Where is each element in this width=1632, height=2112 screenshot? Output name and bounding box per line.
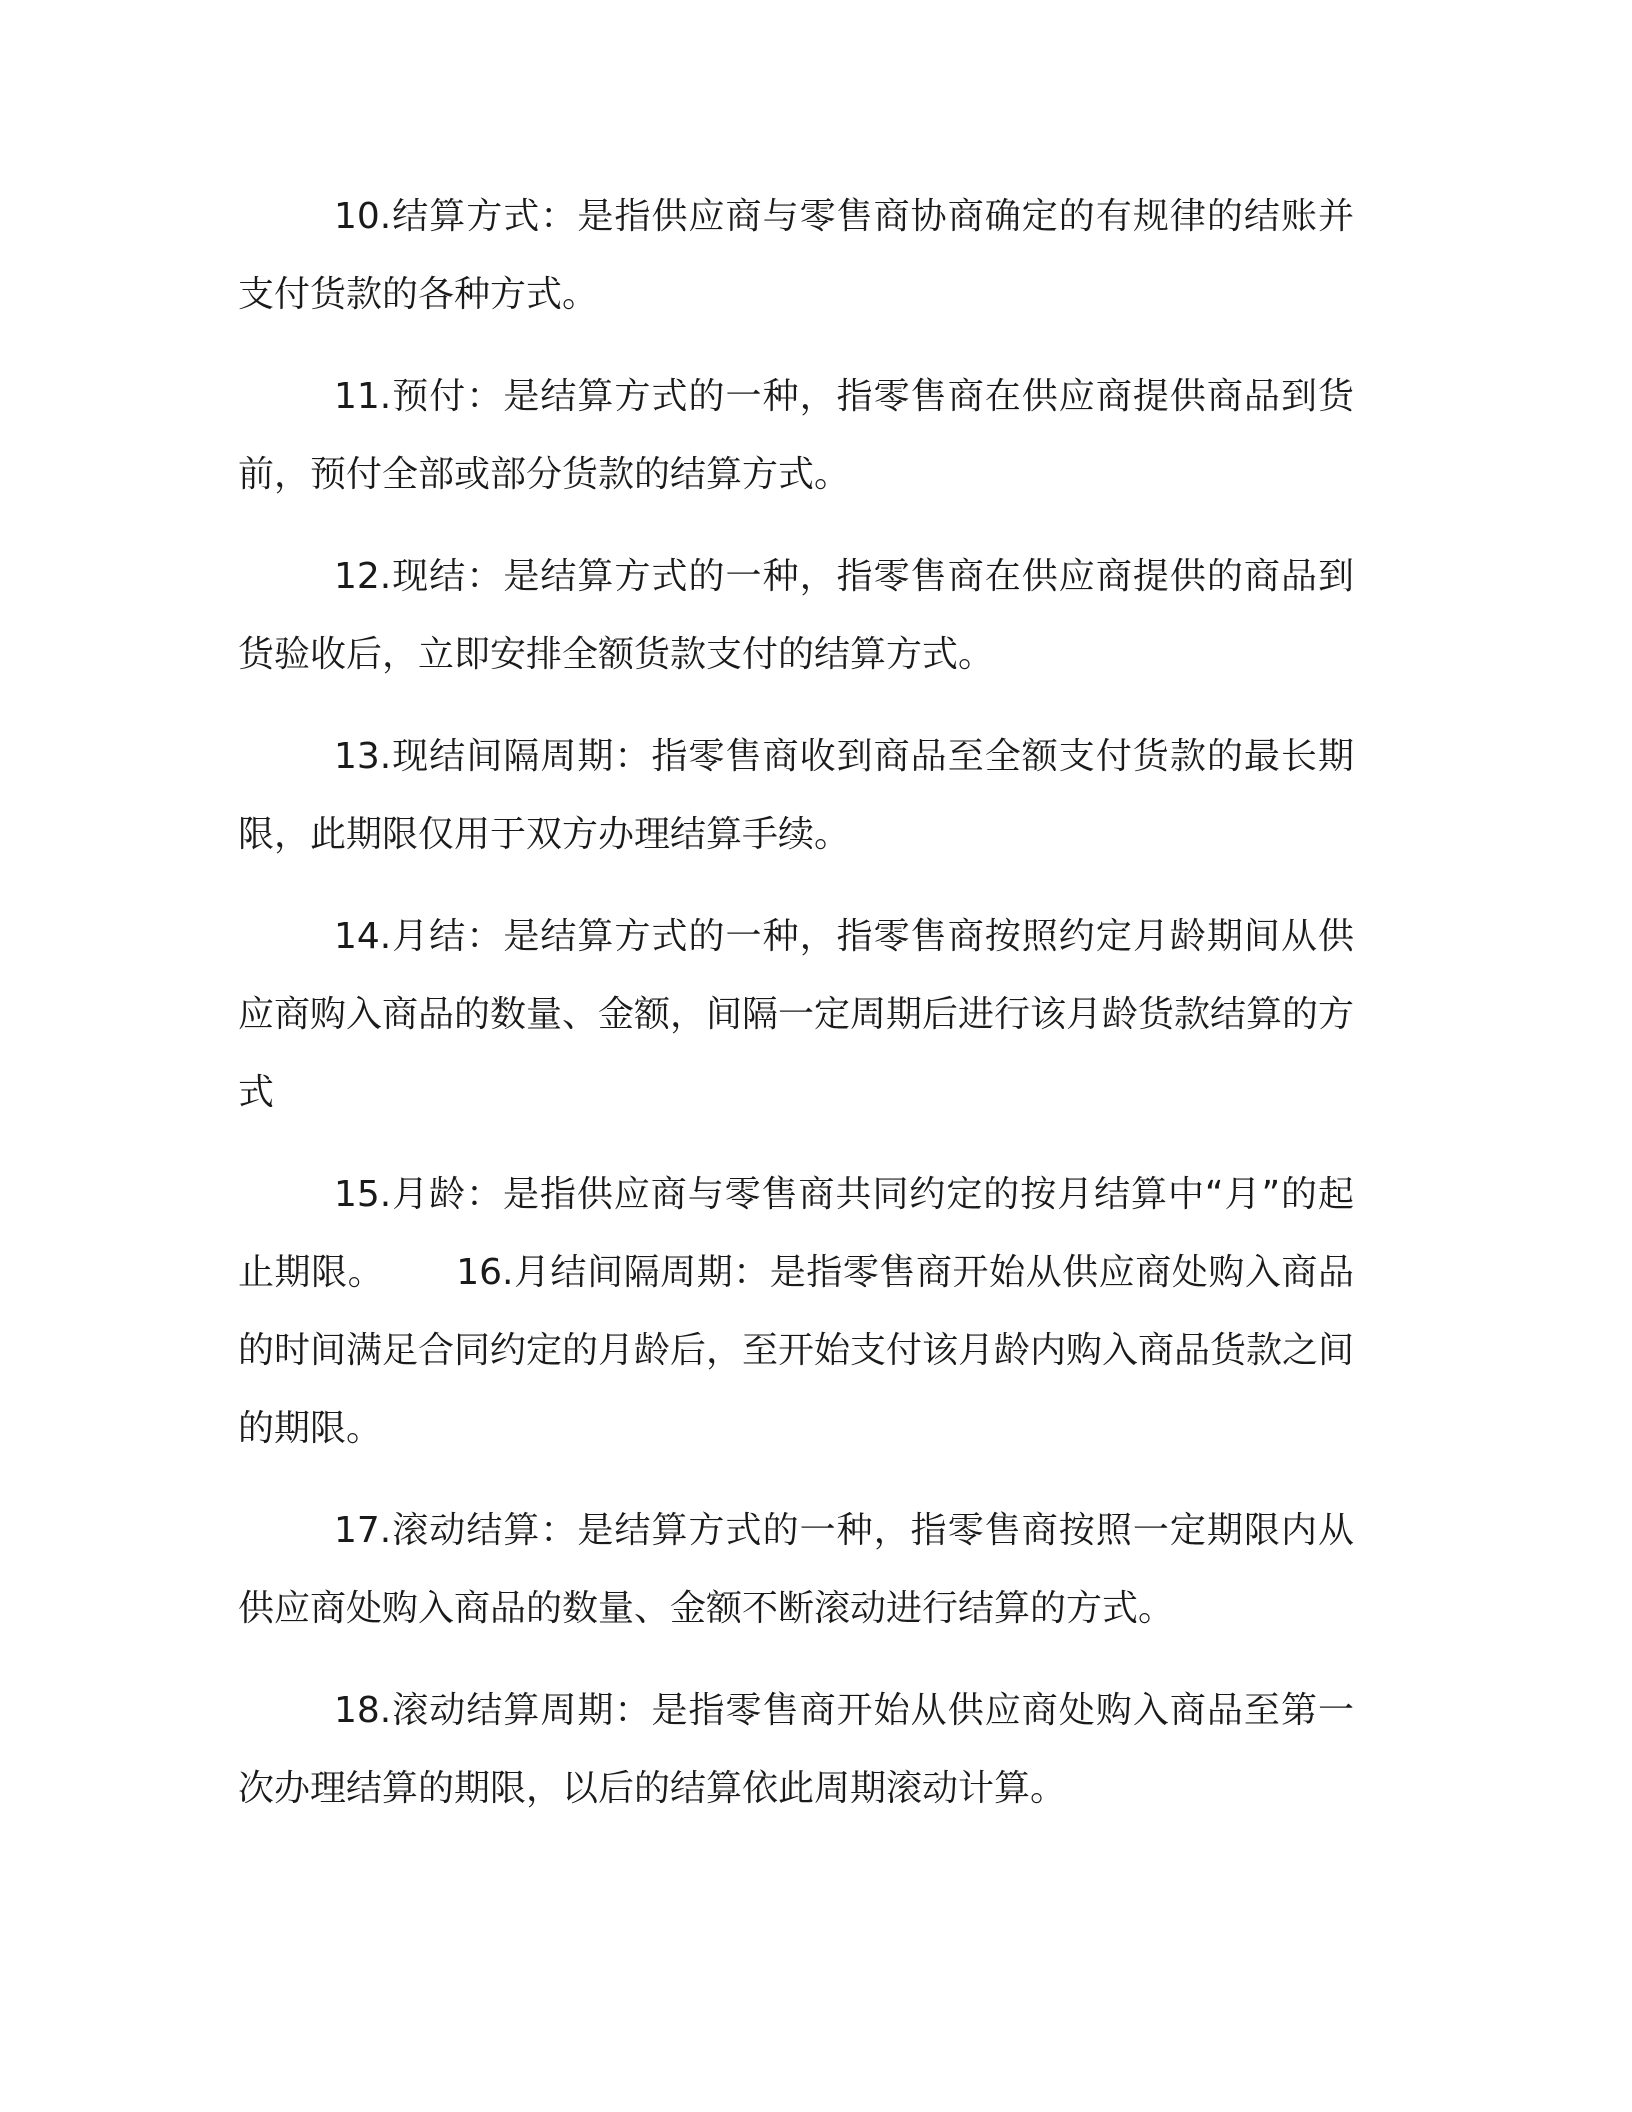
paragraph-10: 10.结算方式：是指供应商与零售商协商确定的有规律的结账并支付货款的各种方式。 [238,196,1354,315]
document-body [238,178,1354,1828]
paragraph-14: 14.月结：是结算方式的一种，指零售商按照约定月龄期间从供应商购入商品的数量、金额，间隔一定周期后进行该月龄货款结算的方式 [238,916,1355,1113]
paragraph-11: 11.预付：是结算方式的一种，指零售商在供应商提供商品到货前，预付全部或部分货款的结算方式。 [238,376,1354,495]
paragraph-17: 17.滚动结算：是结算方式的一种，指零售商按照一定期限内从供应商处购入商品的数量、金额不断滚动进行结算的方式。 [238,1510,1354,1629]
paragraph-13: 13.现结间隔周期：指零售商收到商品至全额支付货款的最长期限，此期限仅用于双方办理结算手续。 [238,736,1354,855]
paragraph-16-text: 16.月结间隔周期：是指零售商开始从供应商处购入商品的时间满足合同约定的月龄后，至开始支付该月龄内购入商品货款之间的期限。 [238,1252,1355,1449]
paragraph-18: 18.滚动结算周期：是指零售商开始从供应商处购入商品至第一次办理结算的期限，以后的结算依此周期滚动计算。 [238,1690,1354,1809]
paragraph-15-text: 15.月龄：是指供应商与零售商共同约定的按月结算中“月”的起止期限。 [238,1174,1354,1293]
paragraph-12: 12.现结：是结算方式的一种，指零售商在供应商提供的商品到货验收后，立即安排全额货款支付的结算方式。 [238,556,1354,675]
paragraph-15-16 [238,1156,1354,1468]
